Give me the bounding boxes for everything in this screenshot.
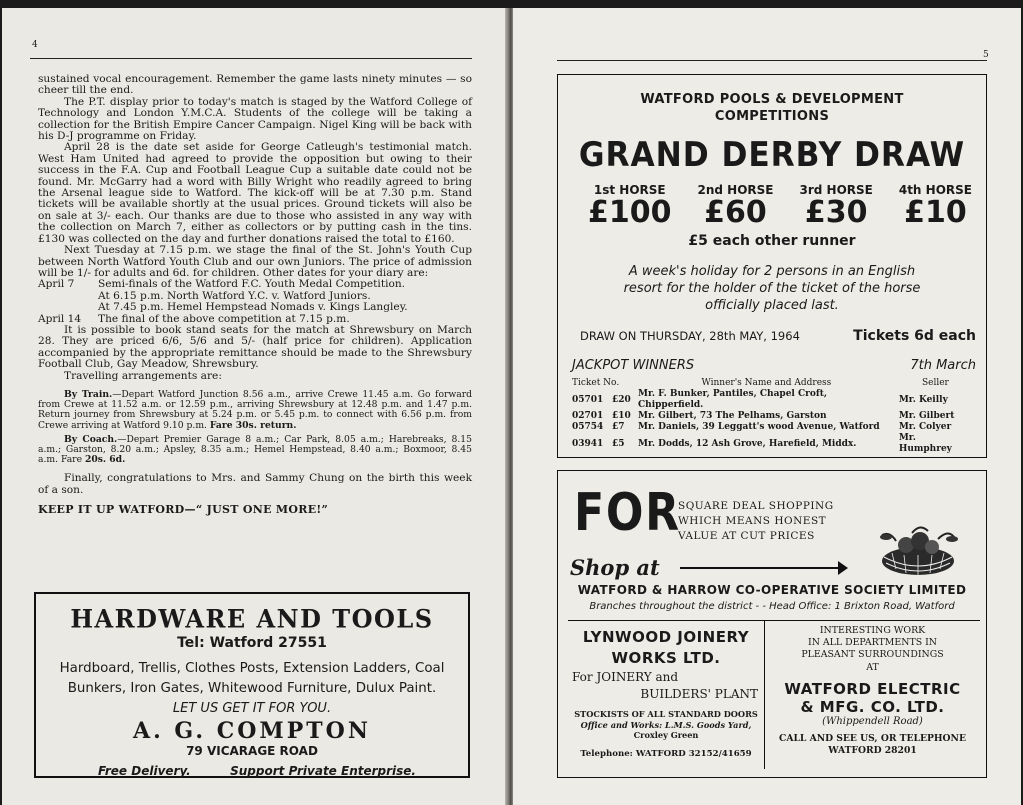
table-header-row — [570, 377, 974, 389]
hardware-ad-name: A. G. COMPTON — [133, 718, 371, 744]
draw-date: DRAW ON THURSDAY, 28th MAY, 1964 — [580, 329, 800, 343]
electric-intro-line: AT — [866, 661, 879, 673]
coach-fare: 20s. 6d. — [84, 454, 126, 466]
lynwood-name-line: LYNWOOD JOINERY — [582, 628, 750, 646]
electric-intro-line: PLEASANT SURROUNDINGS — [801, 649, 944, 661]
electric-call-line: CALL AND SEE US, OR TELEPHONE — [779, 732, 966, 744]
schedule-text: At 6.15 p.m. North Watford Y.C. v. Watford Juniors. — [98, 289, 371, 302]
table-row — [570, 422, 974, 433]
article-column — [38, 74, 472, 516]
ticket-number: 02701 — [572, 411, 604, 421]
right-page — [513, 8, 1021, 805]
electric-call-line: WATFORD 28201 — [828, 744, 917, 756]
electric-intro — [765, 625, 980, 674]
seller-name: Mr. Humphrey — [898, 433, 952, 454]
column-header-name: Winner's Name and Address — [701, 378, 832, 388]
electric-call — [765, 733, 980, 757]
coop-tagline-line: SQUARE DEAL SHOPPING — [678, 500, 834, 512]
hardware-ad-line: Bunkers, Iron Gates, Whitewood Furniture, Dulux Paint. — [67, 681, 437, 696]
paragraph-travel: Travelling arrangements are: — [64, 369, 222, 382]
holiday-line: officially placed last. — [705, 298, 839, 313]
shop-at: Shop at — [570, 555, 660, 580]
prize-label: 4th HORSE — [898, 183, 972, 197]
ticket-number: 03941 — [572, 438, 604, 449]
coop-for: FOR — [574, 483, 681, 543]
bottom-ads — [568, 620, 980, 769]
header-rule-left — [30, 58, 472, 59]
left-page — [2, 8, 507, 805]
diary-schedule — [38, 279, 472, 325]
paragraph-pt-display: The P.T. display prior to today's match is staged by the Watford College of Technology and London Y.M.C.A. Students of the college will be taking a collection for the British Empire Cancer Campaign. Nigel King will be back with his D-J programme on Friday. — [38, 95, 472, 143]
column-header-ticket: Ticket No. — [572, 378, 620, 388]
prize-label: 1st HORSE — [593, 183, 666, 197]
each-other-runner: £5 each other runner — [688, 233, 856, 249]
coach-label: By Coach. — [64, 433, 118, 445]
prize-list — [558, 183, 986, 229]
holiday-line: A week's holiday for 2 persons in an English — [628, 264, 916, 279]
prize-label: 3rd HORSE — [799, 183, 873, 197]
lynwood-name — [568, 627, 764, 669]
slogan: KEEP IT UP WATFORD—“ JUST ONE MORE!” — [38, 503, 329, 517]
prize-item — [588, 183, 672, 229]
seller-name: Mr. Keilly — [898, 394, 948, 405]
schedule-date: April 7 — [38, 278, 75, 291]
prize-item — [698, 183, 774, 229]
lynwood-telephone: Telephone: WATFORD 32152/41659 — [580, 748, 752, 759]
prize-amount: £30 — [804, 195, 868, 230]
hardware-ad — [34, 592, 470, 778]
coach-text: —Depart Premier Garage 8 a.m.; Car Park, 8.05 a.m.; Harebreaks, 8.15 a.m.; Garston, 8.20 a.m.; Apsley, 8.35 a.m.; Hemel Hempstead, 8.40 a.m.; Boxmoor, 8.45 a.m. Fare — [38, 433, 472, 466]
hardware-ad-tagline: LET US GET IT FOR YOU. — [172, 701, 332, 716]
hardware-ad-enterprise: Support Private Enterprise. — [230, 764, 416, 778]
coop-society-name: WATFORD & HARROW CO-OPERATIVE SOCIETY LIMITED — [577, 583, 967, 597]
jackpot-date: 7th March — [910, 358, 976, 373]
lynwood-stock-line: STOCKISTS OF ALL STANDARD DOORS — [574, 709, 758, 719]
prize-amount: £100 — [588, 195, 672, 230]
ticket-number: 05701 — [572, 394, 604, 405]
watford-electric-ad — [765, 621, 980, 769]
winner-name: Mr. Gilbert, 73 The Pelhams, Garston — [638, 411, 827, 421]
train-label: By Train. — [64, 388, 113, 400]
holiday-prize — [558, 263, 986, 314]
arrow-right-icon — [838, 561, 848, 575]
prize-value: £5 — [612, 438, 625, 449]
lynwood-plant: BUILDERS' PLANT — [640, 687, 758, 701]
prize-amount: £10 — [904, 195, 967, 230]
electric-intro-line: INTERESTING WORK — [819, 625, 926, 636]
coop-tagline — [678, 499, 834, 544]
hardware-ad-line: Hardboard, Trellis, Clothes Posts, Extension Ladders, Coal — [59, 661, 445, 676]
train-text: —Depart Watford Junction 8.56 a.m., arrive Crewe 11.45 a.m. Go forward from Crewe at 11.52 a.m. or 12.59 p.m., arriving Shrewsbury at 12.48 p.m. and 1.47 p.m. Return journey from Shrewsbury at 5.24 p.m. or 5.45 p.m. to connect with 6.56 p.m. from Crewe arriving at Watford 9.10 p.m. — [38, 388, 472, 431]
lynwood-name-line: WORKS LTD. — [611, 649, 721, 667]
draw-date-row — [558, 328, 986, 344]
paragraph-shrewsbury: It is possible to book stand seats for the match at Shrewsbury on March 28. They are priced 6/6, 5/6 and 5/- (half price for children). Application accompanied by the appropriate remittance should be made to the Shrewsbury Football Club, Gay Meadow, Shrewsbury. — [38, 323, 472, 371]
electric-name-line: & MFG. CO. LTD. — [800, 697, 945, 716]
coop-tagline-line: VALUE AT CUT PRICES — [678, 530, 815, 542]
jackpot-title: JACKPOT WINNERS — [572, 358, 695, 373]
page-number-right: 5 — [983, 50, 989, 60]
prize-value: £7 — [612, 422, 625, 432]
electric-name — [765, 680, 980, 716]
draw-organiser — [558, 91, 986, 125]
schedule-text: At 7.45 p.m. Hemel Hempstead Nomads v. Kings Langley. — [98, 301, 408, 314]
table-row — [570, 411, 974, 422]
page-number-left: 4 — [32, 40, 38, 50]
prize-amount: £60 — [704, 195, 767, 230]
jackpot-header — [558, 358, 986, 373]
lynwood-ad — [568, 621, 765, 769]
winner-name: Mr. F. Bunker, Pantiles, Chapel Croft, Chipperfield. — [638, 389, 828, 410]
coop-ad — [557, 470, 987, 778]
train-fare: Fare 30s. return. — [209, 419, 297, 431]
grand-derby-draw-ad — [557, 74, 987, 458]
coop-tagline-line: WHICH MEANS HONEST — [678, 515, 827, 527]
paragraph-testimonial: April 28 is the date set aside for George Catleugh's testimonial match. West Ham United had agreed to provide the opposition but owing to their success in the F.A. Cup and Football League Cup a suitable date could not be found. Mr. McGarry had a word with Billy Wright who readily agreed to bring the Arsenal league side to Watford. The kick-off will be at 7.30 p.m. Stand tickets will be available shortly at the usual prices. Ground tickets will also be on sale at 3/- each. Our thanks are due to those who assisted in any way with the collection on March 7, either as collectors or by putting cash in the tins. £130 was collected on the day and further donations raised the total to £160. — [38, 141, 472, 245]
prize-value: £10 — [612, 411, 631, 421]
header-rule-right — [557, 60, 987, 61]
hardware-ad-delivery: Free Delivery. — [98, 764, 191, 778]
paragraph-youth-cup: Next Tuesday at 7.15 p.m. we stage the final of the St. John's Youth Cup between North Watford Youth Club and our own Juniors. The price of admission will be 1/- for adults and 6d. for children. Other dates for your diary are: — [38, 244, 472, 279]
seller-name: Mr. Gilbert — [898, 411, 955, 421]
table-row — [570, 433, 974, 455]
prize-label: 2nd HORSE — [697, 183, 774, 197]
schedule-text: Semi-finals of the Watford F.C. Youth Medal Competition. — [98, 278, 406, 291]
draw-title: GRAND DERBY DRAW — [578, 135, 966, 175]
coop-branches: Branches throughout the district - - Head Office: 1 Brixton Road, Watford — [589, 601, 955, 612]
winners-table — [570, 377, 974, 455]
prize-item — [899, 183, 972, 229]
electric-name-line: WATFORD ELECTRIC — [784, 679, 961, 698]
electric-intro-line: IN ALL DEPARTMENTS IN — [807, 637, 938, 649]
lynwood-office: Office and Works: L.M.S. Goods Yard, — [580, 719, 752, 730]
lynwood-place: Croxley Green — [633, 730, 699, 740]
arrow-line — [680, 567, 840, 569]
draw-organiser-line: WATFORD POOLS & DEVELOPMENT — [640, 92, 904, 107]
lynwood-services — [568, 669, 764, 703]
paragraph-chung: Finally, congratulations to Mrs. and Sammy Chung on the birth this week of a son. — [38, 472, 472, 496]
lynwood-stock — [568, 709, 764, 741]
holiday-line: resort for the holder of the ticket of the horse — [623, 281, 921, 296]
table-row — [570, 389, 974, 411]
shopping-basket-icon — [872, 523, 964, 579]
hardware-ad-title: HARDWARE AND TOOLS — [70, 603, 434, 634]
column-header-seller: Seller — [921, 378, 949, 388]
hardware-ad-address: 79 VICARAGE ROAD — [186, 744, 318, 758]
winner-name: Mr. Dodds, 12 Ash Grove, Harefield, Middx. — [638, 438, 857, 449]
schedule-date: April 14 — [38, 312, 82, 325]
ticket-number: 05754 — [572, 422, 604, 432]
hardware-ad-footer — [36, 758, 468, 778]
ticket-price: Tickets 6d each — [853, 328, 976, 344]
hardware-ad-body — [36, 659, 468, 699]
winner-name: Mr. Daniels, 39 Leggatt's wood Avenue, Watford — [638, 422, 880, 432]
seller-name: Mr. Colyer — [898, 422, 952, 432]
hardware-ad-tel: Tel: Watford 27551 — [177, 635, 327, 651]
prize-item — [799, 183, 872, 229]
schedule-text: The final of the above competition at 7.15 p.m. — [98, 312, 350, 325]
draw-organiser-line: COMPETITIONS — [714, 109, 830, 124]
paragraph-intro: sustained vocal encouragement. Remember the game lasts ninety minutes — so cheer till the end. — [38, 73, 472, 97]
prize-value: £20 — [612, 394, 631, 405]
electric-road: (Whippendell Road) — [822, 715, 923, 727]
paragraph-train — [38, 390, 472, 431]
lynwood-for: For JOINERY and — [572, 670, 679, 684]
paragraph-coach — [38, 435, 472, 466]
